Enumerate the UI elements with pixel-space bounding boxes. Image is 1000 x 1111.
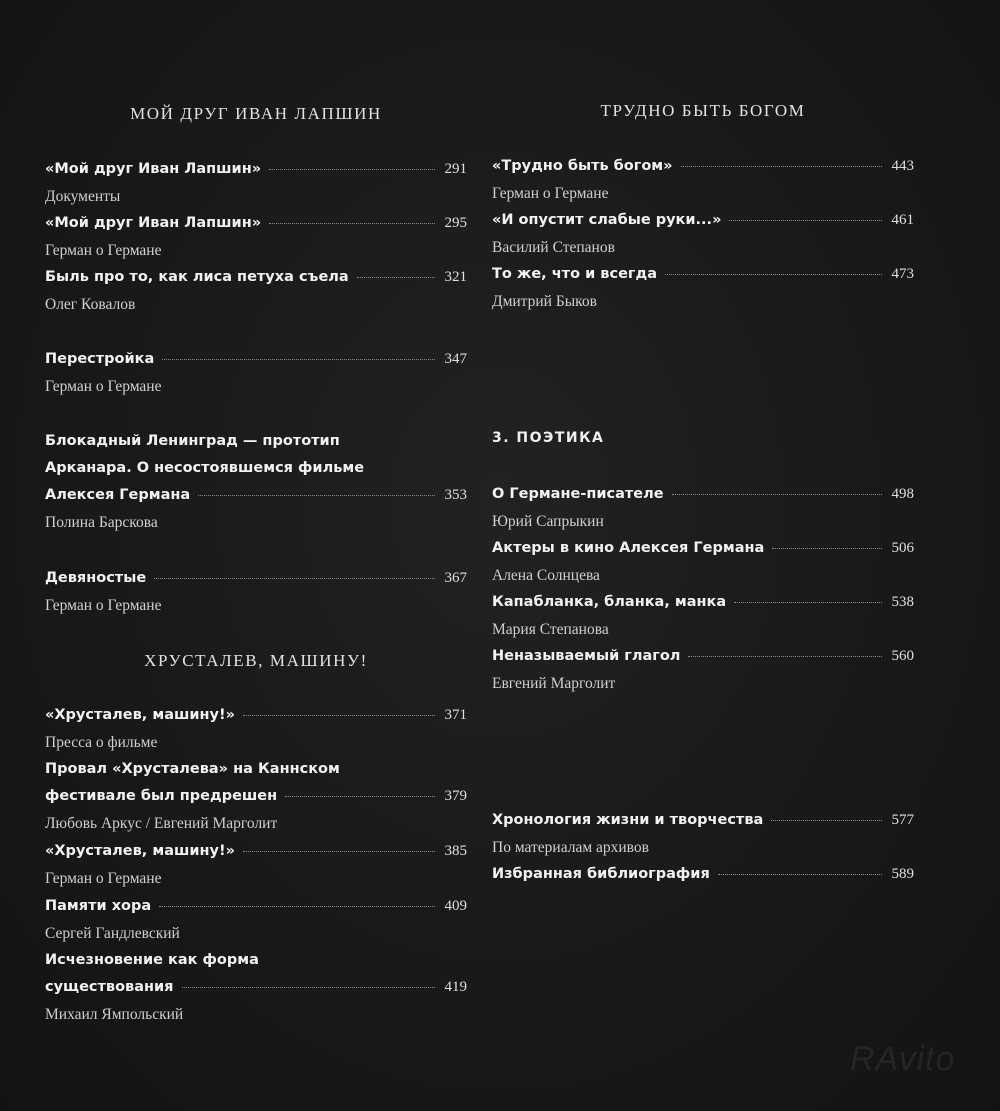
dot-leader [269, 223, 434, 224]
entry-author: Герман о Германе [492, 185, 609, 202]
entry-title: Перестройка [45, 351, 155, 367]
page-number: 371 [444, 707, 467, 723]
toc-entry [45, 947, 467, 1028]
dot-leader [665, 274, 882, 275]
entry-author: Олег Ковалов [45, 296, 136, 313]
entry-author: Документы [45, 188, 121, 205]
entry-author: Герман о Германе [45, 242, 162, 259]
entry-title-row [492, 261, 914, 288]
entry-title: То же, что и всегда [492, 266, 657, 282]
entry-author: Дмитрий Быков [492, 293, 597, 310]
dot-leader [269, 169, 434, 170]
entry-author: Любовь Аркус / Евгений Марголит [45, 815, 278, 832]
entry-title-row [45, 156, 467, 183]
page-number: 538 [891, 594, 914, 610]
entry-title: Памяти хора [45, 898, 152, 914]
toc-entry [45, 210, 467, 264]
dot-leader [688, 656, 881, 657]
toc-entry [492, 535, 914, 589]
entry-title-line: Блокадный Ленинград — прототип [45, 433, 340, 449]
entry-title-line: Исчезновение как форма [45, 952, 259, 968]
dot-leader [243, 715, 435, 716]
part-heading: 3. ПОЭТИКА [492, 430, 605, 446]
entry-title-row [492, 589, 914, 616]
page-number: 589 [891, 866, 914, 882]
entry-author: Герман о Германе [45, 597, 162, 614]
entry-title: Капабланка, бланка, манка [492, 594, 727, 610]
dot-leader [182, 987, 435, 988]
toc-entry [492, 589, 914, 643]
dot-leader [771, 820, 881, 821]
entry-title-row [492, 861, 914, 888]
page-number: 409 [444, 898, 467, 914]
dot-leader [672, 494, 882, 495]
entry-title: Неназываемый глагол [492, 648, 681, 664]
entry-title: «Мой друг Иван Лапшин» [45, 161, 262, 177]
page-number: 443 [891, 158, 914, 174]
toc-entry [492, 861, 914, 888]
page-number: 506 [891, 540, 914, 556]
page-number: 321 [444, 269, 467, 285]
entry-title: «Хрусталев, машину!» [45, 843, 235, 859]
dot-leader [159, 906, 434, 907]
entry-author: Евгений Марголит [492, 675, 616, 692]
entry-author: По материалам архивов [492, 839, 649, 856]
entry-title-row [492, 481, 914, 508]
page-number: 473 [891, 266, 914, 282]
entry-author: Герман о Германе [45, 870, 162, 887]
entry-title-row [492, 153, 914, 180]
entry-author: Сергей Гандлевский [45, 925, 180, 942]
dot-leader [772, 548, 881, 549]
page-number: 498 [891, 486, 914, 502]
dot-leader [198, 495, 434, 496]
entry-author: Полина Барскова [45, 514, 158, 531]
section-heading: МОЙ ДРУГ ИВАН ЛАПШИН [130, 104, 382, 123]
toc-entry [492, 261, 914, 315]
entry-title-line: Арканара. О несостоявшемся фильме [45, 460, 365, 476]
toc-entry [45, 156, 467, 210]
entry-title: «Трудно быть богом» [492, 158, 673, 174]
entry-title-row [45, 783, 467, 810]
toc-entry [45, 893, 467, 947]
toc-entry [45, 428, 467, 536]
entry-title-row [45, 838, 467, 865]
entry-title: существования [45, 979, 174, 995]
page-number: 367 [444, 570, 467, 586]
toc-entry [45, 838, 467, 892]
entry-title: «Хрусталев, машину!» [45, 707, 235, 723]
entry-title: фестивале был предрешен [45, 788, 278, 804]
entry-title-row [45, 210, 467, 237]
entry-title: Алексея Германа [45, 487, 191, 503]
entry-title-line: Провал «Хрусталева» на Каннском [45, 761, 340, 777]
entry-title: Актеры в кино Алексея Германа [492, 540, 765, 556]
page-number: 577 [891, 812, 914, 828]
entry-title-row [45, 565, 467, 592]
page-number: 560 [891, 648, 914, 664]
entry-title-row [45, 893, 467, 920]
toc-entry [45, 565, 467, 619]
entry-author: Алена Солнцева [492, 567, 600, 584]
entry-title: «Мой друг Иван Лапшин» [45, 215, 262, 231]
page-number: 379 [444, 788, 467, 804]
dot-leader [162, 359, 434, 360]
entry-title: О Германе-писателе [492, 486, 664, 502]
page-number: 291 [444, 161, 467, 177]
entry-author: Михаил Ямпольский [45, 1006, 184, 1023]
toc-entry [45, 702, 467, 756]
dot-leader [243, 851, 435, 852]
page-number: 353 [444, 487, 467, 503]
page-number: 295 [444, 215, 467, 231]
entry-author: Юрий Сапрыкин [492, 513, 604, 530]
entry-title-row [492, 207, 914, 234]
entry-title: Девяностые [45, 570, 147, 586]
page-number: 385 [444, 843, 467, 859]
toc-entry [492, 481, 914, 535]
page-number: 419 [444, 979, 467, 995]
dot-leader [729, 220, 881, 221]
entry-author: Мария Степанова [492, 621, 609, 638]
page-number: 461 [891, 212, 914, 228]
entry-title: Хронология жизни и творчества [492, 812, 764, 828]
entry-title-row [492, 535, 914, 562]
entry-author: Пресса о фильме [45, 734, 158, 751]
dot-leader [734, 602, 881, 603]
entry-title: «И опустит слабые руки...» [492, 212, 722, 228]
dot-leader [681, 166, 882, 167]
toc-entry [492, 643, 914, 697]
toc-entry [45, 346, 467, 400]
dot-leader [154, 578, 434, 579]
watermark: RAvito [850, 1040, 956, 1078]
dot-leader [285, 796, 434, 797]
entry-title-row [45, 702, 467, 729]
entry-title-row [45, 974, 467, 1001]
toc-entry [492, 207, 914, 261]
page-number: 347 [444, 351, 467, 367]
dot-leader [357, 277, 435, 278]
entry-author: Василий Степанов [492, 239, 615, 256]
entry-title: Избранная библиография [492, 866, 710, 882]
toc-entry [492, 153, 914, 207]
toc-entry [45, 264, 467, 318]
entry-title-row [45, 346, 467, 373]
entry-title: Быль про то, как лиса петуха съела [45, 269, 349, 285]
entry-title-row [492, 643, 914, 670]
entry-title-row [45, 264, 467, 291]
entry-author: Герман о Германе [45, 378, 162, 395]
entry-title-row [492, 807, 914, 834]
toc-entry [45, 756, 467, 837]
section-heading: ТРУДНО БЫТЬ БОГОМ [600, 101, 806, 120]
toc-entry [492, 807, 914, 861]
dot-leader [718, 874, 882, 875]
section-heading: ХРУСТАЛЕВ, МАШИНУ! [144, 651, 368, 670]
entry-title-row [45, 482, 467, 509]
